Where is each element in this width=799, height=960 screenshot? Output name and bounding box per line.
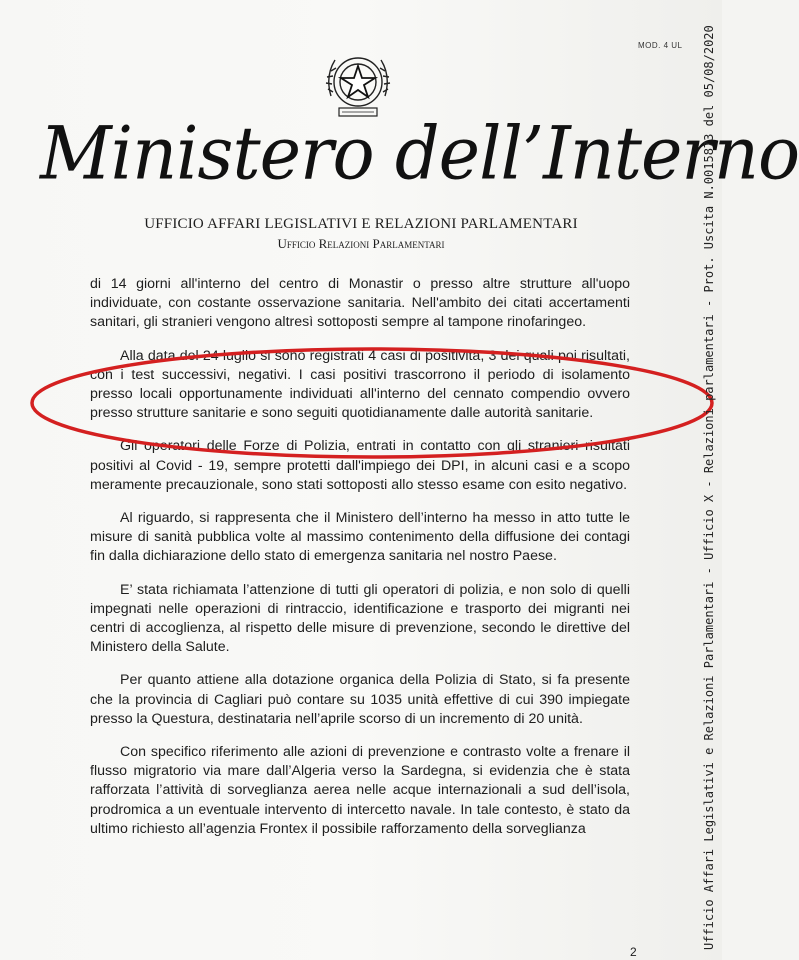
paragraph: di 14 giorni all'interno del centro di Monastir o presso altre strutture all'uopo individuate, con costante osservazione sanitaria. Nell'ambito dei citati accertamenti sanitari, gli stranieri vengono altresì sottoposti sempre al tampone rinofaringeo. <box>90 276 630 331</box>
paragraph: Gli operatori delle Forze di Polizia, entrati in contatto con gli stranieri risultati positivi al Covid - 19, sempre protetti dall'impiego dei DPI, in alcuni casi e a scopo meramente precauzionale, sono stati sottoposti allo stesso esame con esito negativo. <box>90 438 630 493</box>
paragraph: Per quanto attiene alla dotazione organica della Polizia di Stato, si fa presente che la provincia di Cagliari può contare su 1035 unità effettive di cui 390 impiegate presso la Questura, destinataria nell’aprile scorso di un incremento di 20 unità. <box>90 672 630 727</box>
office-main: UFFICIO AFFARI LEGISLATIVI E RELAZIONI PARLAMENTARI <box>144 216 578 232</box>
paragraph: E’ stata richiamata l’attenzione di tutti gli operatori di polizia, e non solo di quelli impegnati nelle operazioni di rintraccio, identificazione e trasporto dei migranti nei centri di accoglienza, al rispetto delle misure di prevenzione, secondo le direttive del Ministero della Salute. <box>90 581 630 656</box>
paragraph-highlighted: Alla data del 24 luglio si sono registrati 4 casi di positività, 3 dei quali poi risultati, con i test successivi, negativi. I casi positivi trascorrono il periodo di isolamento presso locali opportunamente individuati all'interno del cennato compendio ovvero presso strutture sanitarie e sono seguiti quotidianamente dalle autorità sanitarie. <box>90 347 630 422</box>
paragraph: Al riguardo, si rappresenta che il Ministero dell’interno ha messo in atto tutte le misure di sanità pubblica volte al massimo contenimento della diffusione dei contagi fin dalla dichiarazione dello stato di emergenza sanitaria nel nostro Paese. <box>90 510 630 565</box>
form-code: MOD. 4 UL <box>638 41 683 50</box>
protocol-stamp: Ufficio Affari Legislativi e Relazioni Parlamentari - Ufficio X - Relazioni parlamentari - Prot. Uscita N.0015873 del 05/08/2020 <box>702 25 716 950</box>
page-number: 2 <box>630 945 637 959</box>
highlight-ellipse <box>20 345 720 465</box>
office-sub: Ufficio Relazioni Parlamentari <box>277 236 445 251</box>
ministry-title: Ministero dell’Interno <box>40 110 799 197</box>
paragraph: Con specifico riferimento alle azioni di prevenzione e contrasto volte a frenare il flusso migratorio via mare dall’Algeria verso la Sardegna, si evidenzia che è stata rafforzata l’attività di sorveglianza aerea nelle acque internazionali a sud dell’isola, prodromica a un eventuale intervento di intercetto navale. In tale contesto, è stato da ultimo richiesto all’agenzia Frontex il possibile rafforzamento della sorveglianza <box>90 744 630 837</box>
